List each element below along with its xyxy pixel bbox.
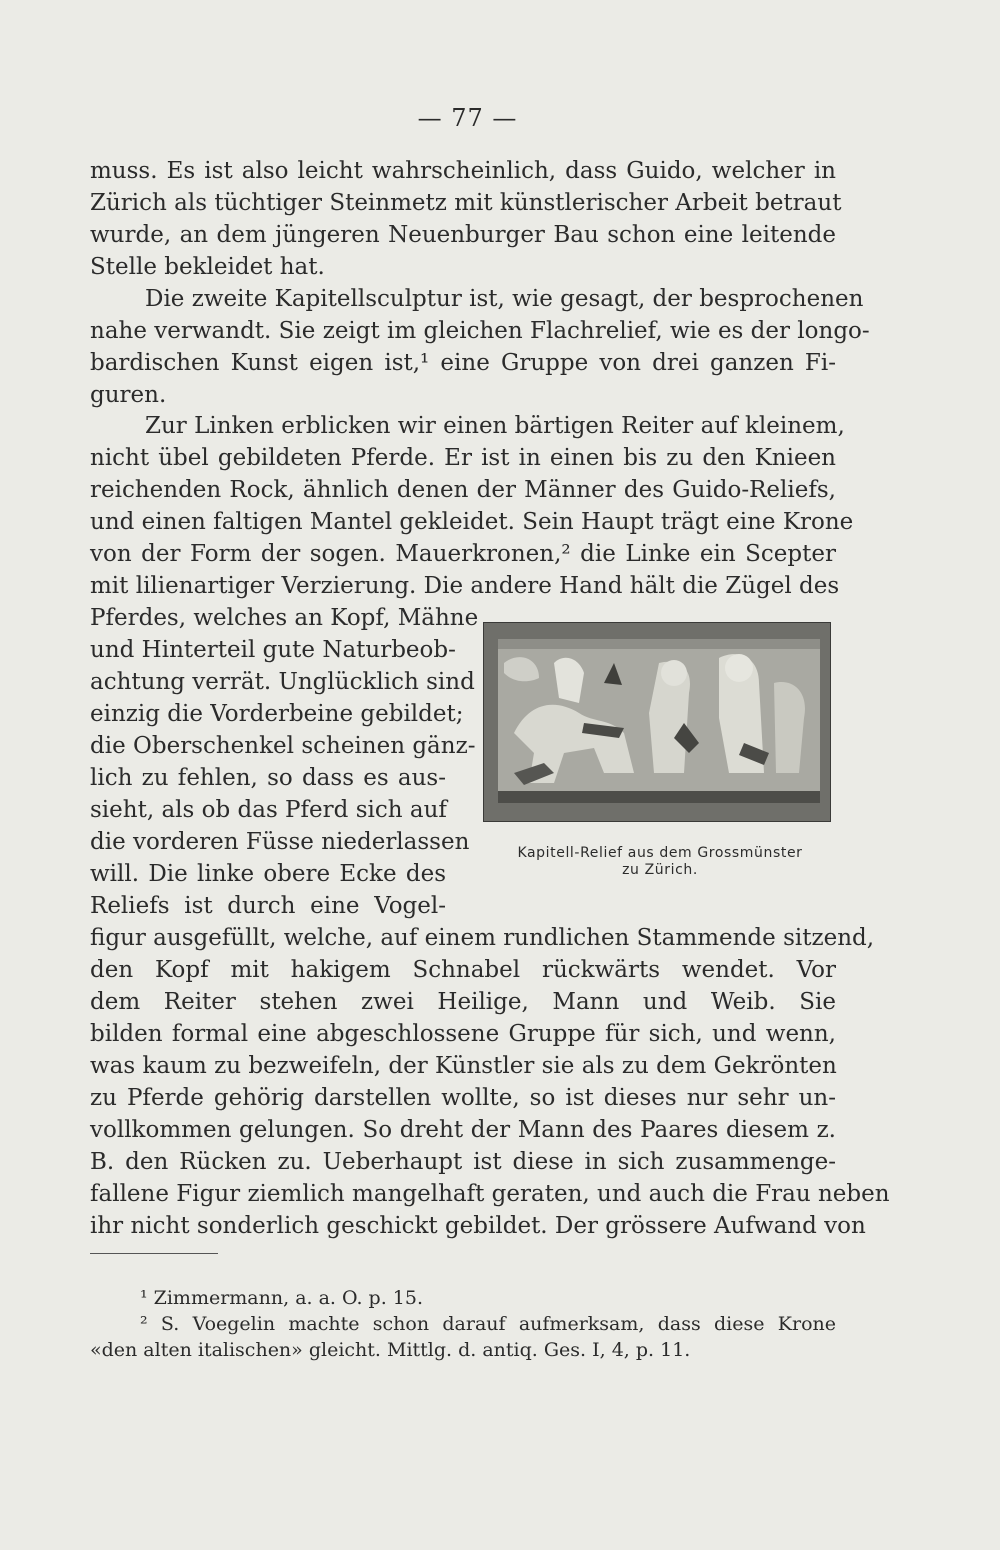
text-line: was kaum zu bezweifeln, der Künstler sie als zu dem Gekrönten — [90, 1053, 837, 1079]
text-line: und Hinterteil gute Naturbeob- — [90, 637, 456, 663]
text-line: mit lilienartiger Verzierung. Die andere Hand hält die Zügel des — [90, 573, 840, 599]
text-line: Die zweite Kapitellsculptur ist, wie gesagt, der besprochenen — [145, 286, 864, 312]
footnote: «den alten italischen» gleicht. Mittlg. d. antiq. Ges. I, 4, p. 11. — [90, 1339, 691, 1361]
text-line: von der Form der sogen. Mauerkronen,² die Linke ein Scepter — [90, 541, 836, 567]
text-line: B. den Rücken zu. Ueberhaupt ist diese in sich zusammenge- — [90, 1149, 836, 1175]
text-line: dem Reiter stehen zwei Heilige, Mann und Weib. Sie — [90, 989, 836, 1015]
footnote: ¹ Zimmermann, a. a. O. p. 15. — [140, 1287, 424, 1309]
text-line: Zürich als tüchtiger Steinmetz mit künstlerischer Arbeit betraut — [90, 190, 842, 216]
text-line: und einen faltigen Mantel gekleidet. Sein Haupt trägt eine Krone — [90, 509, 854, 535]
text-line: einzig die Vorderbeine gebildet; — [90, 701, 464, 727]
text-line: sieht, als ob das Pferd sich auf — [90, 797, 447, 823]
text-line: die Oberschenkel scheinen gänz- — [90, 733, 476, 759]
text-line: die vorderen Füsse niederlassen — [90, 829, 470, 855]
text-line: wurde, an dem jüngeren Neuenburger Bau schon eine leitende — [90, 222, 836, 248]
footnote: ² S. Voegelin machte schon darauf aufmerksam, dass diese Krone — [140, 1313, 836, 1335]
text-line: fallene Figur ziemlich mangelhaft geraten, und auch die Frau neben — [90, 1181, 890, 1207]
text-line: lich zu fehlen, so dass es aus- — [90, 765, 446, 791]
text-line: vollkommen gelungen. So dreht der Mann des Paares diesem z. — [90, 1117, 836, 1143]
text-line: den Kopf mit hakigem Schnabel rückwärts wendet. Vor — [90, 957, 836, 983]
text-line: bilden formal eine abgeschlossene Gruppe für sich, und wenn, — [90, 1021, 836, 1047]
figure-caption: zu Zürich. — [622, 862, 698, 878]
text-line: Reliefs ist durch eine Vogel- — [90, 893, 446, 919]
text-line: muss. Es ist also leicht wahrscheinlich, dass Guido, welcher in — [90, 158, 836, 184]
text-line: nahe verwandt. Sie zeigt im gleichen Flachrelief, wie es der longo- — [90, 318, 870, 344]
text-line: bardischen Kunst eigen ist,¹ eine Gruppe von drei ganzen Fi- — [90, 350, 836, 376]
footnote-rule — [90, 1253, 218, 1254]
relief-illustration — [484, 623, 830, 821]
text-line: figur ausgefüllt, welche, auf einem rundlichen Stammende sitzend, — [90, 925, 875, 951]
text-line: zu Pferde gehörig darstellen wollte, so ist dieses nur sehr un- — [90, 1085, 836, 1111]
figure-caption: Kapitell-Relief aus dem Grossmünster — [517, 845, 803, 861]
text-line: guren. — [90, 382, 167, 408]
text-line: ihr nicht sonderlich geschickt gebildet. Der grössere Aufwand von — [90, 1213, 866, 1239]
text-line: achtung verrät. Unglücklich sind — [90, 669, 475, 695]
relief-photo — [483, 622, 831, 822]
text-line: will. Die linke obere Ecke des — [90, 861, 446, 887]
text-line: nicht übel gebildeten Pferde. Er ist in einen bis zu den Knieen — [90, 445, 836, 471]
text-line: Pferdes, welches an Kopf, Mähne — [90, 605, 479, 631]
text-line: reichenden Rock, ähnlich denen der Männer des Guido-Reliefs, — [90, 477, 836, 503]
text-line: Stelle bekleidet hat. — [90, 254, 325, 280]
page-number: — 77 — — [417, 104, 518, 132]
text-line: Zur Linken erblicken wir einen bärtigen Reiter auf kleinem, — [145, 413, 845, 439]
